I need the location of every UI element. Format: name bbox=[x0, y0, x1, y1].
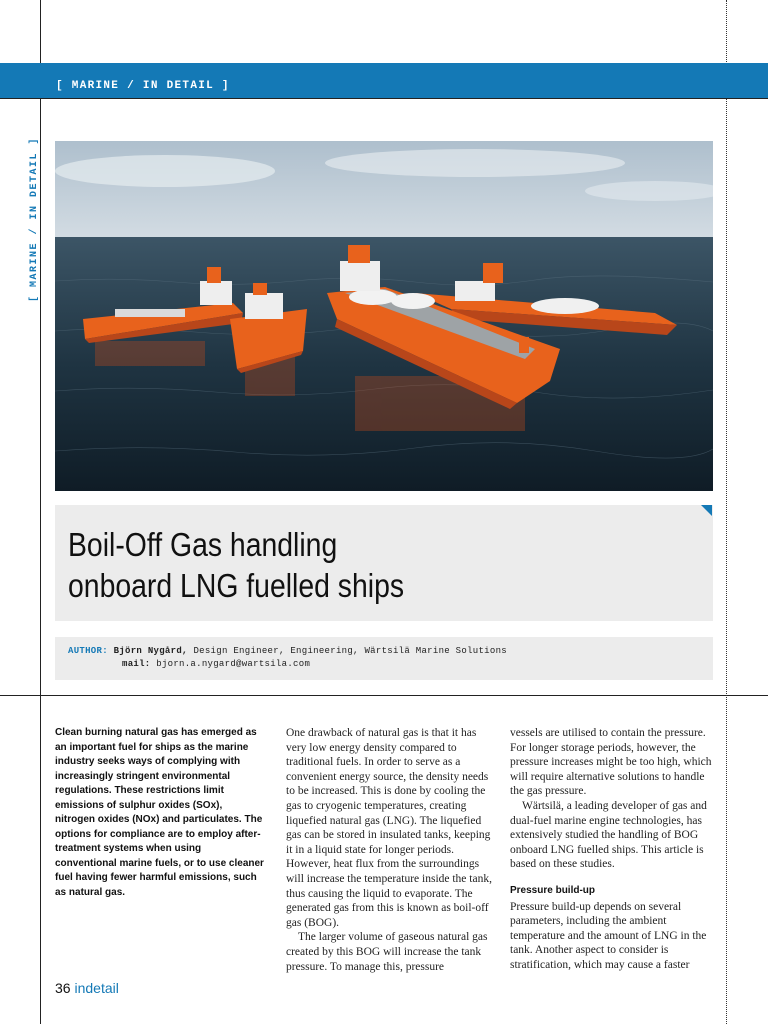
body-paragraph: One drawback of natural gas is that it has very low energy density compared to traditional fuels. In order to serve as a convenient energy source, the density needs to be increased. This is done by cooling the gas to cryogenic temperatures, creating liquefied natural gas (LNG). The liquefied gas can be stored in insulated tanks, keeping it in a liquid state for longer periods. However, heat flux from the surroundings will increase the temperature inside the tank, thus causing the liquid to evaporate. The generated gas from this is known as boil-off gas (BOG). bbox=[286, 727, 492, 929]
body-rule bbox=[0, 695, 768, 696]
page-number: 36 bbox=[55, 980, 71, 996]
section-label: [ MARINE / IN DETAIL ] bbox=[56, 80, 230, 92]
author-role: Design Engineer, Engineering, Wärtsilä Marine Solutions bbox=[193, 646, 507, 656]
title-line-2: onboard LNG fuelled ships bbox=[68, 567, 405, 604]
mail-line bbox=[122, 659, 310, 669]
corner-mark bbox=[701, 505, 712, 516]
dotted-rule bbox=[726, 0, 727, 1024]
author-name: Björn Nygård, bbox=[113, 646, 188, 656]
article-title bbox=[68, 524, 601, 606]
page-footer bbox=[55, 980, 119, 996]
brand-detail: detail bbox=[85, 980, 119, 996]
author-label: AUTHOR: bbox=[68, 646, 108, 656]
body-column-3 bbox=[510, 726, 716, 973]
subheading: Pressure build-up bbox=[510, 884, 596, 896]
margin-rule bbox=[40, 0, 41, 1024]
hero-image bbox=[55, 141, 713, 491]
mail-label: mail: bbox=[122, 659, 151, 669]
body-paragraph: Wärtsilä, a leading developer of gas and dual-fuel marine engine technologies, has extensively studied the handling of BOG onboard LNG fuelled ships. This article is based on these studies. bbox=[510, 799, 707, 871]
header-rule bbox=[0, 98, 768, 99]
side-section-label: [ MARINE / IN DETAIL ] bbox=[29, 137, 40, 303]
mail-address: bjorn.a.nygard@wartsila.com bbox=[156, 659, 311, 669]
title-line-1: Boil-Off Gas handling bbox=[68, 526, 338, 563]
body-paragraph: Pressure build-up depends on several parameters, including the ambient temperature and the amount of LNG in the tank. Another aspect to consider is stratification, which may cause a faster bbox=[510, 900, 707, 971]
magazine-brand bbox=[74, 980, 118, 996]
body-paragraph: vessels are utilised to contain the pressure. For longer storage periods, however, the pressure increases might be too high, which will require alternative solutions to handle the gas pressure. bbox=[510, 727, 712, 798]
body-paragraph: The larger volume of gaseous natural gas created by this BOG will increase the tank pressure. To manage this, pressure bbox=[286, 931, 488, 973]
brand-in: in bbox=[74, 980, 86, 996]
intro-paragraph: Clean burning natural gas has emerged as an important fuel for ships as the marine industry seeks ways of complying with increasingly stringent environmental regulations. These restrictions limit emissions of sulphur oxides (SOx), nitrogen oxides (NOx) and particulates. The options for compliance are to employ after-treatment systems when using conventional marine fuels, or to use cleaner fuel having fewer harmful emissions, such as natural gas. bbox=[55, 727, 264, 898]
author-line bbox=[68, 646, 507, 656]
body-column-2 bbox=[286, 726, 498, 974]
